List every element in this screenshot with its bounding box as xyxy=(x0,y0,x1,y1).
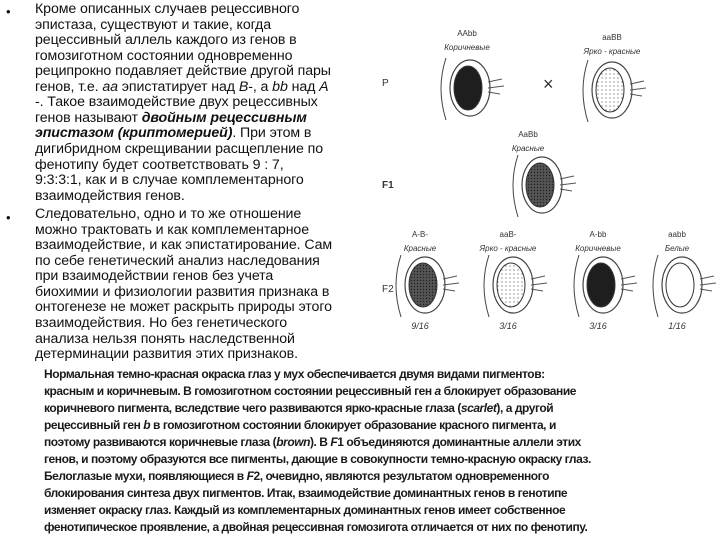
eye-color-inheritance-figure xyxy=(380,0,720,365)
text-line xyxy=(44,366,545,383)
text-segment: аа xyxy=(102,78,118,95)
text-segment: при взаимодействии генов без учета xyxy=(35,268,274,285)
text-line xyxy=(35,188,185,204)
text-segment: a xyxy=(434,384,441,398)
text-segment: дигибридном скрещивании расщепление по xyxy=(35,140,324,157)
text-segment: генов, т.е. xyxy=(35,78,103,95)
genotype-label: aaBB xyxy=(602,33,622,42)
text-segment: 9:3:3:1, как и в случае комплементарного xyxy=(35,172,304,189)
genotype-label: AAbb xyxy=(457,29,477,38)
text-line xyxy=(35,206,301,222)
text-line xyxy=(35,48,292,64)
phenotype-label: Коричневые xyxy=(444,43,490,52)
f1-label: F1 xyxy=(382,180,394,191)
text-segment: рецессивный ген xyxy=(44,418,144,432)
text-segment: фенотипическое проявление, а двойная рецессивная гомозигота отличается от них по фенотипу. xyxy=(44,520,588,534)
text-segment: . При этом в xyxy=(232,125,312,142)
text-segment: генов, и поэтому образуются все пигменты, дающие в совокупности темно-красную окраску глаз. xyxy=(44,452,591,466)
text-segment: -. Такое взаимодействие двух рецессивных xyxy=(35,94,318,111)
text-segment: взаимодействия генов. xyxy=(35,187,185,204)
text-line xyxy=(35,346,298,362)
text-segment: блокирует образование xyxy=(440,384,576,398)
genotype-label: aaB- xyxy=(499,230,517,239)
text-segment: -, а xyxy=(248,78,273,95)
text-segment: Следовательно, одно и то же отношение xyxy=(35,206,302,223)
genotype-label: A-B- xyxy=(412,230,428,239)
text-segment: онтогенезе не может раскрыть природы этого xyxy=(35,299,332,316)
phenotype-label: Коричневые xyxy=(575,244,621,253)
ratio-label: 3/16 xyxy=(499,321,517,331)
text-line xyxy=(35,253,320,269)
text-segment: рецессивный аллель каждого из генов в xyxy=(35,32,297,49)
text-line xyxy=(35,1,299,17)
ratio-label: 9/16 xyxy=(411,321,429,331)
text-segment: гомозиготном состоянии одновременно xyxy=(35,47,293,64)
text-segment: Кроме описанных случаев рецессивного xyxy=(35,1,300,17)
ratio-label: 1/16 xyxy=(668,321,686,331)
text-segment: коричневого пигмента, вследствие чего развиваются ярко-красные глаза ( xyxy=(44,401,461,415)
eye-f2-dark xyxy=(574,255,637,317)
text-segment: двойным рецессивным xyxy=(141,109,307,126)
text-segment: scarlet xyxy=(460,401,497,415)
phenotype-label: Красные xyxy=(511,144,545,153)
text-line xyxy=(44,434,581,451)
text-segment: в гомозиготном состоянии блокирует образование красного пигмента, и xyxy=(150,418,556,432)
text-segment: В xyxy=(238,78,249,95)
f2-label: F2 xyxy=(382,284,394,295)
text-line xyxy=(35,172,304,188)
p-label: P xyxy=(382,78,389,89)
text-segment: 2, очевидно, являются результатом одновременного xyxy=(253,469,549,483)
bullet-1: • xyxy=(6,4,11,19)
text-segment: красным и коричневым. В гомозиготном состоянии рецессивный ген xyxy=(44,384,435,398)
phenotype-label: Ярко - красные xyxy=(583,47,641,56)
text-line xyxy=(44,485,567,502)
text-segment: А xyxy=(319,78,329,95)
text-line xyxy=(44,502,565,519)
text-line xyxy=(44,417,556,434)
text-segment: эпистаза, существуют и такие, когда xyxy=(35,16,272,33)
genotype-label: aabb xyxy=(668,230,686,239)
text-line xyxy=(44,519,587,536)
text-line xyxy=(35,94,318,110)
eye-f2-white xyxy=(653,255,716,317)
text-line xyxy=(35,63,331,79)
text-segment: анализа нельзя понять наследственной xyxy=(35,330,295,347)
text-line xyxy=(44,451,591,468)
text-segment: Белоглазые мухи, появляющиеся в xyxy=(44,469,247,483)
text-segment: b xyxy=(143,418,151,432)
text-line xyxy=(35,141,323,157)
genotype-label: AaBb xyxy=(518,130,538,139)
bullet-2: • xyxy=(6,210,11,225)
text-line xyxy=(35,284,329,300)
text-line xyxy=(35,222,309,238)
phenotype-label: Белые xyxy=(664,244,690,253)
text-segment: brown xyxy=(276,435,310,449)
text-segment: ), а другой xyxy=(496,401,554,415)
text-segment: блокирования синтеза двух пигментов. Итак, взаимодействие доминантных генов в генотипе xyxy=(44,486,568,500)
text-segment: 1 объединяются доминантные аллели этих xyxy=(337,435,581,449)
text-segment: ). В xyxy=(309,435,331,449)
text-segment: генов называют xyxy=(35,109,142,126)
text-segment: биохимии и физиологии развития признака в xyxy=(35,283,330,300)
text-segment: эпистатирует над xyxy=(117,78,239,95)
text-line xyxy=(35,315,287,331)
text-segment: Нормальная темно-красная окраска глаз у мух обеспечивается двумя видами пигментов: xyxy=(44,367,545,381)
eye-brown-parent xyxy=(441,58,504,120)
text-segment: фенотипу будет соответствовать 9 : 7, xyxy=(35,156,284,173)
text-segment: над xyxy=(287,78,320,95)
text-segment: эпистазом (криптомерией) xyxy=(35,125,233,142)
text-line xyxy=(35,17,271,33)
text-line xyxy=(35,125,311,141)
eye-f1-red xyxy=(513,155,576,217)
text-segment: по себе генетический анализ наследования xyxy=(35,252,320,269)
text-segment: F xyxy=(330,435,338,449)
phenotype-label: Красные xyxy=(403,244,437,253)
text-line xyxy=(35,237,332,253)
text-segment: bb xyxy=(272,78,288,95)
genotype-label: A-bb xyxy=(589,230,607,239)
eye-f2-mid xyxy=(396,255,459,317)
text-segment: взаимодействия. Но без генетического xyxy=(35,315,288,331)
text-line xyxy=(44,400,553,417)
cross-symbol: × xyxy=(543,74,554,94)
text-line xyxy=(35,32,297,48)
eye-f2-light xyxy=(484,255,547,317)
text-line xyxy=(35,268,273,284)
text-segment: детерминации развития этих признаков. xyxy=(35,346,298,363)
text-segment: можно трактовать и как комплементарное xyxy=(35,221,310,238)
text-segment: изменяет окраску глаз. Каждый из комплементарных доминантных генов имеет собственное xyxy=(44,503,566,517)
text-line xyxy=(35,110,307,126)
text-segment: реципрокно подавляет действие другой пары xyxy=(35,63,331,80)
text-segment: поэтому развиваются коричневые глаза ( xyxy=(44,435,277,449)
ratio-label: 3/16 xyxy=(589,321,607,331)
text-line xyxy=(44,468,549,485)
text-segment: взаимодействие, и как эпистатирование. Сам xyxy=(35,237,333,254)
text-line xyxy=(44,383,576,400)
text-segment: F xyxy=(246,469,254,483)
text-line xyxy=(35,79,329,95)
phenotype-label: Ярко - красные xyxy=(479,244,537,253)
text-line xyxy=(35,157,284,173)
text-line xyxy=(35,331,295,347)
text-line xyxy=(35,299,332,315)
eye-scarlet-parent xyxy=(583,60,646,122)
